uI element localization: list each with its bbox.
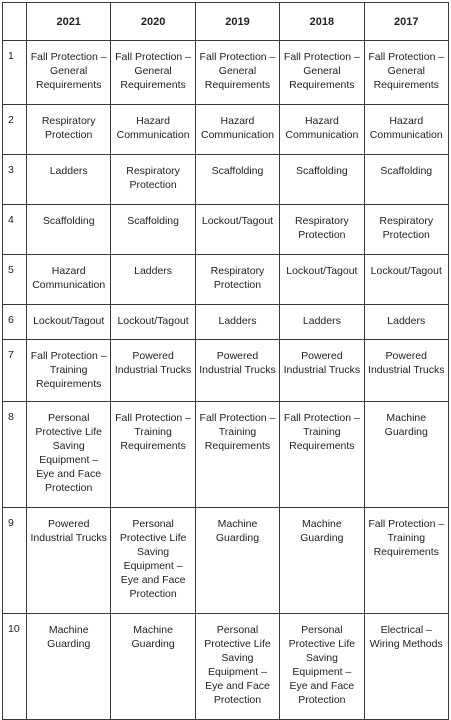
table-cell: Ladders — [195, 305, 279, 340]
table-cell: Powered Industrial Trucks — [27, 508, 111, 614]
table-cell: Machine Guarding — [364, 402, 448, 508]
table-cell: Fall Protection – General Requirements — [111, 41, 195, 105]
header-year-2018: 2018 — [280, 3, 364, 41]
table-cell: Fall Protection – Training Requirements — [280, 402, 364, 508]
table-cell: Respiratory Protection — [364, 205, 448, 255]
table-cell: Hazard Communication — [111, 105, 195, 155]
table-cell: Fall Protection – Training Requirements — [195, 402, 279, 508]
table-row — [3, 155, 449, 205]
rank-cell: 10 — [3, 614, 27, 720]
header-year-2020: 2020 — [111, 3, 195, 41]
table-cell: Lockout/Tagout — [280, 255, 364, 305]
header-year-2021: 2021 — [27, 3, 111, 41]
table-cell: Lockout/Tagout — [27, 305, 111, 340]
table-cell: Fall Protection – Training Requirements — [364, 508, 448, 614]
table-cell: Machine Guarding — [280, 508, 364, 614]
table-row — [3, 508, 449, 614]
table-cell: Fall Protection – Training Requirements — [27, 340, 111, 402]
violations-table — [2, 2, 449, 720]
table-cell: Ladders — [27, 155, 111, 205]
table-cell: Hazard Communication — [195, 105, 279, 155]
table-cell: Scaffolding — [111, 205, 195, 255]
header-year-2019: 2019 — [195, 3, 279, 41]
table-cell: Hazard Communication — [364, 105, 448, 155]
rank-cell: 1 — [3, 41, 27, 105]
table-cell: Lockout/Tagout — [111, 305, 195, 340]
table-cell: Personal Protective Life Saving Equipment – Eye and Face Protection — [280, 614, 364, 720]
table-cell: Machine Guarding — [111, 614, 195, 720]
table-cell: Ladders — [111, 255, 195, 305]
header-rank — [3, 3, 27, 41]
table-row — [3, 305, 449, 340]
rank-cell: 9 — [3, 508, 27, 614]
rank-cell: 4 — [3, 205, 27, 255]
rank-cell: 7 — [3, 340, 27, 402]
table-row — [3, 41, 449, 105]
table-row — [3, 255, 449, 305]
table-cell: Respiratory Protection — [27, 105, 111, 155]
table-cell: Scaffolding — [27, 205, 111, 255]
table-cell: Ladders — [280, 305, 364, 340]
table-row — [3, 205, 449, 255]
table-cell: Powered Industrial Trucks — [111, 340, 195, 402]
table-cell: Powered Industrial Trucks — [280, 340, 364, 402]
table-cell: Hazard Communication — [280, 105, 364, 155]
table-cell: Scaffolding — [195, 155, 279, 205]
table-cell: Respiratory Protection — [111, 155, 195, 205]
table-cell: Machine Guarding — [195, 508, 279, 614]
table-cell: Scaffolding — [280, 155, 364, 205]
table-row — [3, 614, 449, 720]
rank-cell: 5 — [3, 255, 27, 305]
table-cell: Personal Protective Life Saving Equipment – Eye and Face Protection — [195, 614, 279, 720]
header-year-2017: 2017 — [364, 3, 448, 41]
table-cell: Electrical – Wiring Methods — [364, 614, 448, 720]
table-cell: Personal Protective Life Saving Equipment – Eye and Face Protection — [111, 508, 195, 614]
rank-cell: 6 — [3, 305, 27, 340]
table-cell: Personal Protective Life Saving Equipment – Eye and Face Protection — [27, 402, 111, 508]
table-cell: Fall Protection – Training Requirements — [111, 402, 195, 508]
table-cell: Fall Protection – General Requirements — [27, 41, 111, 105]
table-cell: Scaffolding — [364, 155, 448, 205]
table-cell: Hazard Communication — [27, 255, 111, 305]
rank-cell: 8 — [3, 402, 27, 508]
table-row — [3, 340, 449, 402]
table-cell: Fall Protection – General Requirements — [195, 41, 279, 105]
rank-cell: 3 — [3, 155, 27, 205]
table-cell: Ladders — [364, 305, 448, 340]
table-cell: Respiratory Protection — [280, 205, 364, 255]
table-cell: Machine Guarding — [27, 614, 111, 720]
table-cell: Fall Protection – General Requirements — [280, 41, 364, 105]
table-cell: Powered Industrial Trucks — [364, 340, 448, 402]
rank-cell: 2 — [3, 105, 27, 155]
table-cell: Fall Protection – General Requirements — [364, 41, 448, 105]
table-row — [3, 105, 449, 155]
table-cell: Lockout/Tagout — [195, 205, 279, 255]
header-row — [3, 3, 449, 41]
table-cell: Powered Industrial Trucks — [195, 340, 279, 402]
table-cell: Lockout/Tagout — [364, 255, 448, 305]
table-cell: Respiratory Protection — [195, 255, 279, 305]
table-row — [3, 402, 449, 508]
